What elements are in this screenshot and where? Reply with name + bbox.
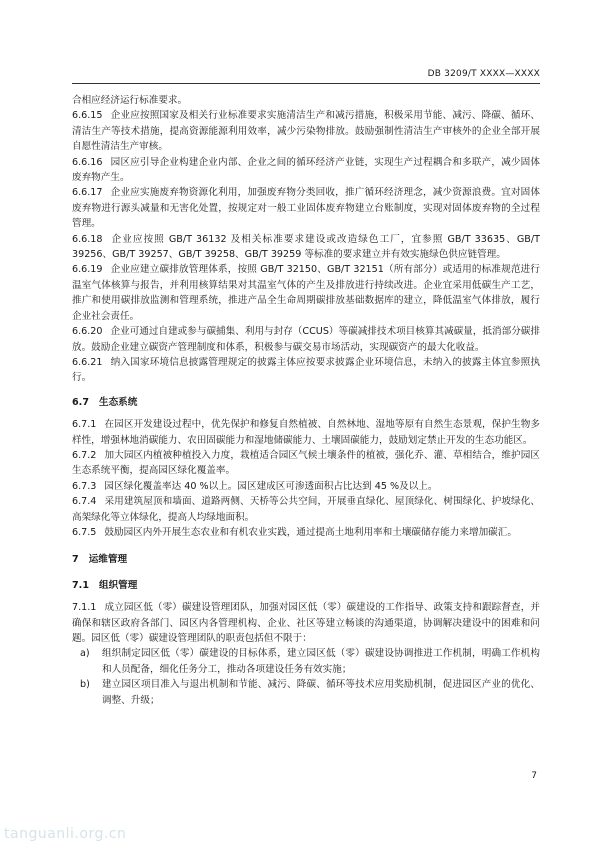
clause-number: 6.6.17 xyxy=(72,187,103,199)
clause-number: 6.6.15 xyxy=(72,110,103,122)
document-code-header: DB 3209/T XXXX—XXXX xyxy=(427,69,540,79)
clause-6-6-15 xyxy=(72,108,540,154)
clause-7-1-1 xyxy=(72,600,540,646)
clause-number: 6.7.4 xyxy=(72,496,97,508)
section-title: 生态系统 xyxy=(99,396,138,408)
paragraph-continuation: 合相应经济运行标准要求。 xyxy=(72,95,188,106)
clause-6-7-3 xyxy=(72,479,540,494)
watermark: tanguanli.org.cn xyxy=(4,826,127,842)
clause-text: 企业应建立碳排放管理体系，按照 GB/T 32150、GB/T 32151（所有部分）或适用的标准规范进行温室气体核算与报告，并利用核算结果对其温室气体的产生及排放进行持续改进。企业宜采用低碳生产工艺，推广和使用碳排放监测和管理系统，推进产品全生命周期碳排放基础数据库的建立，降低温室气体排放，履行企业社会责任。 xyxy=(72,264,540,322)
clause-text: 纳入国家环境信息披露管理规定的披露主体应按要求披露企业环境信息，未纳入的披露主体宜参照执行。 xyxy=(72,356,540,384)
list-text: 建立园区项目准入与退出机制和节能、减污、降碳、循环等技术应用奖励机制，促进园区产业的优化、调整、升级； xyxy=(102,679,540,706)
list-item-a xyxy=(72,646,540,677)
clause-number: 6.7.2 xyxy=(72,449,97,461)
clause-6-7-5 xyxy=(72,525,540,540)
section-heading-7-1 xyxy=(72,578,540,593)
clause-number: 7.1.1 xyxy=(72,602,97,614)
section-title: 组织管理 xyxy=(99,579,138,591)
section-number: 7 xyxy=(72,554,79,566)
section-heading-7 xyxy=(72,552,540,567)
list-item-b xyxy=(72,677,540,708)
clause-number: 6.6.20 xyxy=(72,326,103,338)
clause-number: 6.7.5 xyxy=(72,526,97,538)
clause-number: 6.7.1 xyxy=(72,419,97,431)
section-heading-6-7 xyxy=(72,395,540,410)
clause-text: 园区绿化覆盖率达 40 %以上。园区建成区可渗透面积占比达到 45 %及以上。 xyxy=(104,480,438,492)
clause-number: 6.6.18 xyxy=(72,233,103,245)
clause-text: 鼓励园区内外开展生态农业和有机农业实践，通过提高土地利用率和土壤碳储存能力来增加碳汇。 xyxy=(104,526,517,538)
clause-6-6-21 xyxy=(72,355,540,386)
page-number: 7 xyxy=(531,771,537,781)
clause-6-6-19 xyxy=(72,262,540,324)
clause-text: 企业可通过自建或参与碳捕集、利用与封存（CCUS）等碳减排技术项目核算其减碳量，抵消部分碳排放。鼓励企业建立碳资产管理制度和体系，积极参与碳交易市场活动，实现碳资产的最大化收益。 xyxy=(72,326,540,353)
clause-text: 在园区开发建设过程中，优先保护和修复自然植被、自然林地、湿地等原有自然生态景观，保护生物多样性，增强林地消碳能力、农田固碳能力和湿地储碳能力、土壤固碳能力，鼓励划定禁止开发的生态功能区。 xyxy=(72,419,540,446)
clause-number: 6.6.21 xyxy=(72,356,103,368)
clause-6-6-18 xyxy=(72,232,540,263)
clause-6-7-2 xyxy=(72,448,540,479)
clause-text: 采用建筑屋顶和墙面、道路两侧、天桥等公共空间，开展垂直绿化、屋顶绿化、树围绿化、护坡绿化、高架绿化等立体绿化，提高人均绿地面积。 xyxy=(72,496,540,523)
clause-text: 企业应按照国家及相关行业标准要求实施清洁生产和减污措施，积极采用节能、减污、降碳、循环、清洁生产等技术措施，提高资源能源利用效率，减少污染物排放。鼓励强制性清洁生产审核外的企业全部开展自愿性清洁生产审核。 xyxy=(72,110,540,153)
clause-text: 企业应实施废弃物资源化利用，加强废弃物分类回收，推广循环经济理念，减少资源浪费。宜对固体废弃物进行源头减量和无害化处置，按规定对一般工业固体废弃物建立台账制度，实现对固体废弃物的全过程管理。 xyxy=(72,187,540,230)
clause-number: 6.6.19 xyxy=(72,264,103,276)
header-rule xyxy=(72,83,540,84)
page-content xyxy=(72,93,540,708)
clause-6-6-17 xyxy=(72,185,540,231)
clause-number: 6.6.16 xyxy=(72,156,103,168)
clause-6-6-16 xyxy=(72,155,540,186)
clause-text: 企业应按照 GB/T 36132 及相关标准要求建设或改造绿色工厂，宜参照 GB/T 33635、GB/T 39256、GB/T 39257、GB/T 39258、GB/T 39259 等标准的要求建立并有效实施绿色供应链管理。 xyxy=(72,233,540,261)
clause-number: 6.7.3 xyxy=(72,480,97,492)
section-number: 6.7 xyxy=(72,396,89,408)
clause-6-6-20 xyxy=(72,324,540,355)
clause-6-7-4 xyxy=(72,494,540,525)
clause-text: 加大园区内植被种植投入力度，栽植适合园区气候土壤条件的植被，强化乔、灌、草相结合，维护园区生态系统平衡，提高园区绿化覆盖率。 xyxy=(72,449,540,477)
clause-text: 成立园区低（零）碳建设管理团队，加强对园区低（零）碳建设的工作指导、政策支持和跟踪督查，并确保和辖区政府各部门、园区内各管理机构、企业、社区等建立畅谈的沟通渠道，协调解决建设中的困难和问题。园区低（零）碳建设管理团队的职责包括但不限于： xyxy=(72,602,540,644)
list-label: a) xyxy=(80,648,90,660)
list-text: 组织制定园区低（零）碳建设的目标体系，建立园区低（零）碳建设协调推进工作机制，明确工作机构和人员配备，细化任务分工，推动各项建设任务有效实施； xyxy=(102,648,540,675)
clause-text: 园区应引导企业构建企业内部、企业之间的循环经济产业链，实现生产过程耦合和多联产，减少固体废弃物产生。 xyxy=(72,156,540,184)
list-label: b) xyxy=(80,679,90,691)
section-title: 运维管理 xyxy=(88,554,128,566)
clause-6-7-1 xyxy=(72,417,540,448)
section-number: 7.1 xyxy=(72,579,89,591)
